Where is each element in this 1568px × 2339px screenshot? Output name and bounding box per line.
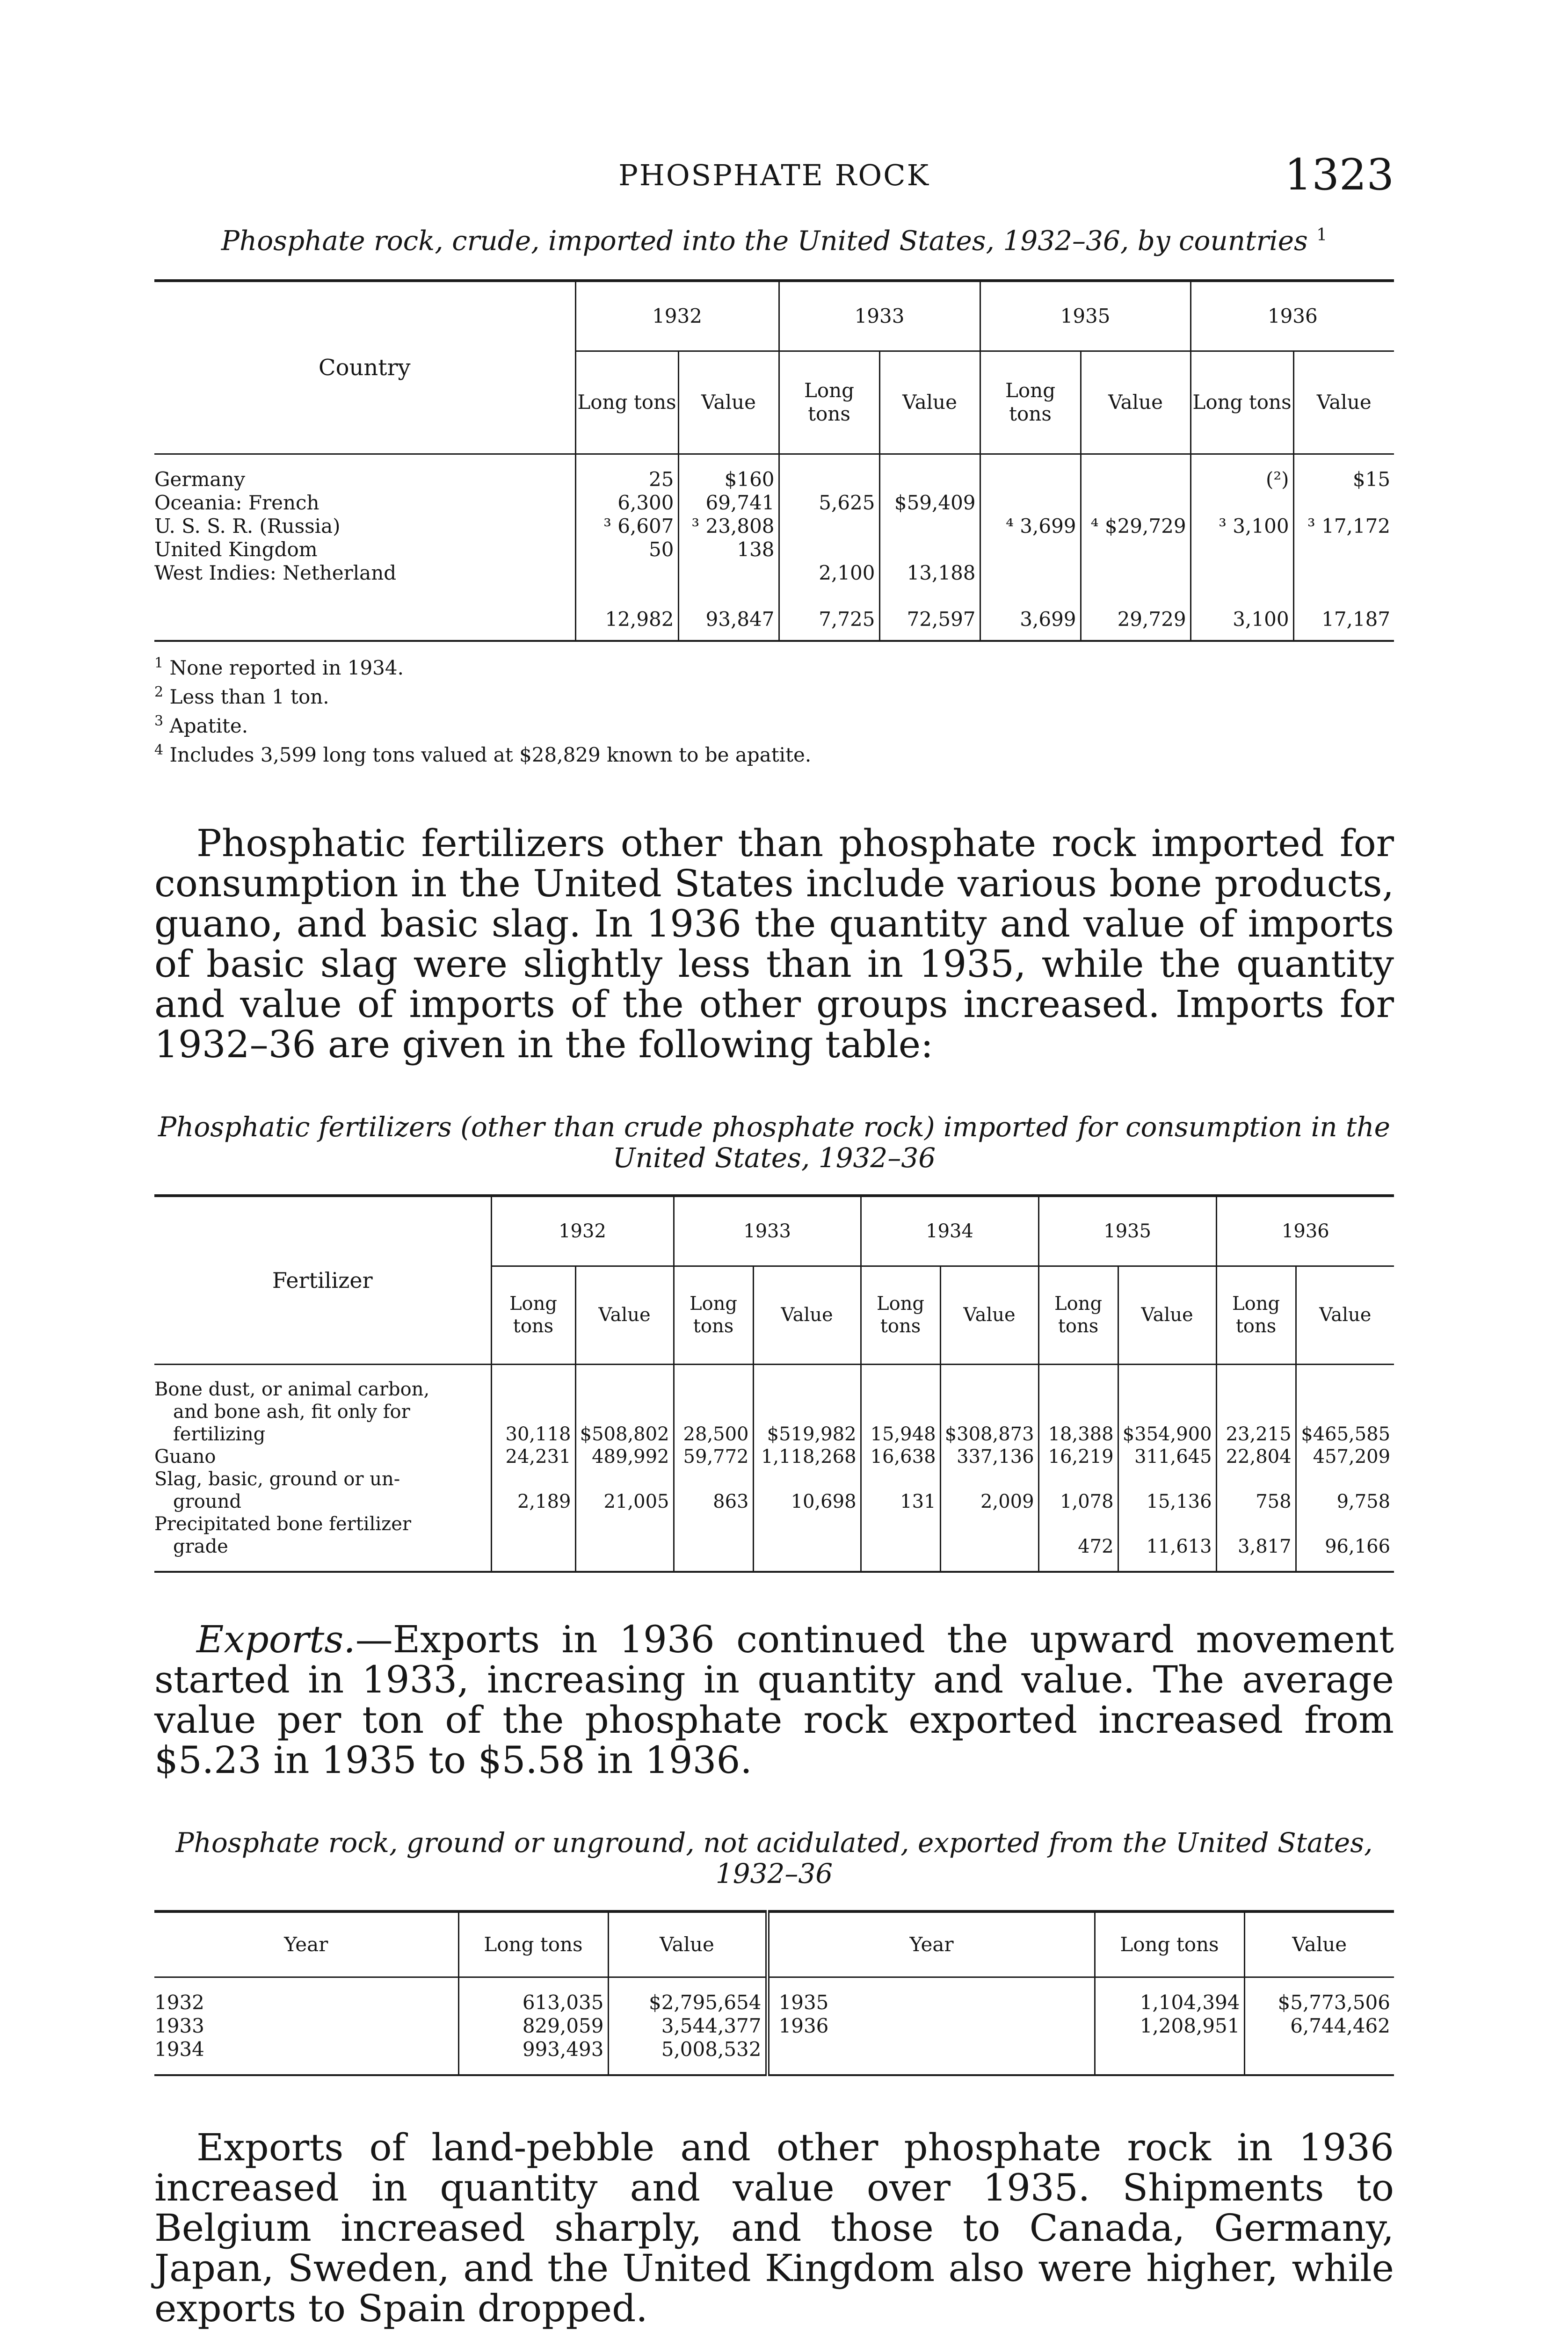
table-row	[154, 1991, 1394, 2014]
total-cell: 72,597	[879, 599, 980, 641]
page-number: 1323	[1284, 150, 1394, 200]
cell: ³ 3,100	[1191, 515, 1293, 538]
cell: 131	[861, 1468, 940, 1513]
year-header: 1935	[980, 281, 1191, 351]
footnote: $^2$ Less than 1 ton.	[154, 684, 329, 709]
cell	[1081, 491, 1191, 515]
fertilizer-header: Fertilizer	[154, 1196, 491, 1364]
cell: (²)	[1191, 468, 1293, 491]
year-header: 1936	[1191, 281, 1394, 351]
cell	[980, 561, 1081, 585]
cell: 16,638	[861, 1446, 940, 1468]
cell	[1293, 561, 1394, 585]
cell: 96,166	[1296, 1513, 1394, 1558]
long-tons-header: Long tons	[575, 351, 678, 454]
cell	[861, 1513, 940, 1558]
cell: 6,744,462	[1244, 2014, 1394, 2038]
cell: 2,189	[491, 1468, 575, 1513]
cell	[575, 561, 678, 585]
cell	[879, 468, 980, 491]
year-header: 1932	[491, 1196, 674, 1266]
cell: 25	[575, 468, 678, 491]
value-header: Value	[753, 1266, 861, 1364]
long-tons-header: Long tons	[861, 1266, 940, 1364]
year-cell: 1932	[154, 1991, 204, 2014]
cell: ³ 6,607	[575, 515, 678, 538]
cell: 5,625	[779, 491, 879, 515]
cell: 50	[575, 538, 678, 561]
year-header: Year	[767, 1911, 1095, 1977]
cell: $2,795,654	[608, 1991, 767, 2014]
year-header: 1935	[1038, 1196, 1216, 1266]
cell: 2,100	[779, 561, 879, 585]
year-cell: 1935	[767, 1991, 1095, 2014]
footnotes	[154, 651, 1394, 767]
cell: $160	[678, 468, 779, 491]
cell	[1191, 538, 1293, 561]
total-cell: 12,982	[575, 599, 678, 641]
cell	[779, 515, 879, 538]
table-row	[154, 515, 1394, 538]
cell	[879, 538, 980, 561]
total-cell: 7,725	[779, 599, 879, 641]
cell: 1,078	[1038, 1468, 1118, 1513]
cell: ⁴ $29,729	[1081, 515, 1191, 538]
cell	[491, 1513, 575, 1558]
cell: 489,992	[575, 1446, 674, 1468]
country-header: Country	[154, 281, 575, 454]
fertilizer-label: Slag, basic, ground or un- ground	[154, 1468, 400, 1513]
country-cell: West Indies: Netherland	[154, 561, 397, 585]
table-row	[154, 1378, 1394, 1446]
fertilizer-label: Precipitated bone fertilizer grade	[154, 1513, 412, 1558]
table1-caption: Phosphate rock, crude, imported into the United States, 1932–36, by countries $^1$	[221, 225, 1328, 257]
cell	[1293, 491, 1394, 515]
cell: 59,772	[674, 1446, 753, 1468]
value-header: Value	[1293, 351, 1394, 454]
long-tons-header: Long tons	[674, 1266, 753, 1364]
cell: 457,209	[1296, 1446, 1394, 1468]
cell: 69,741	[678, 491, 779, 515]
value-header: Value	[940, 1266, 1038, 1364]
cell: $354,900	[1118, 1378, 1216, 1446]
long-tons-header: Long tons	[1095, 1911, 1244, 1977]
cell: 22,804	[1216, 1446, 1296, 1468]
table-row	[154, 1468, 1394, 1513]
cell	[879, 515, 980, 538]
table-row	[154, 491, 1394, 515]
body-paragraph: Exports of land-pebble and other phosphate rock in 1936 increased in quantity and value over 1935. Shipments to Belgium increased sharply, and those to Canada, Germany, Japan, Sweden, and the United Kingdom also were higher, while exports to Spain dropped.	[154, 2126, 1394, 2331]
total-cell: 93,847	[678, 599, 779, 641]
value-header: Value	[678, 351, 779, 454]
cell	[779, 468, 879, 491]
cell: 18,388	[1038, 1378, 1118, 1446]
cell	[575, 1513, 674, 1558]
cell: 3,544,377	[608, 2014, 767, 2038]
value-header: Value	[879, 351, 980, 454]
long-tons-header: Long tons	[1216, 1266, 1296, 1364]
table3	[154, 1910, 1394, 2076]
table-row	[154, 1513, 1394, 1558]
running-title: PHOSPHATE ROCK	[618, 158, 930, 192]
cell: 1,104,394	[1095, 1991, 1244, 2014]
country-cell: United Kingdom	[154, 538, 318, 561]
cell	[753, 1513, 861, 1558]
long-tons-header: Long tons	[1191, 351, 1293, 454]
cell: 9,758	[1296, 1468, 1394, 1513]
table-row	[154, 468, 1394, 491]
cell	[1081, 468, 1191, 491]
country-cell: Oceania: French	[154, 491, 319, 515]
cell: 337,136	[940, 1446, 1038, 1468]
cell: 6,300	[575, 491, 678, 515]
table-row	[154, 2014, 1394, 2038]
value-header: Value	[575, 1266, 674, 1364]
table-row	[154, 538, 1394, 561]
cell	[1191, 491, 1293, 515]
long-tons-header: Long tons	[491, 1266, 575, 1364]
cell: 11,613	[1118, 1513, 1216, 1558]
cell	[1081, 561, 1191, 585]
table-row	[154, 1446, 1394, 1468]
country-cell: Germany	[154, 468, 246, 491]
total-cell: 29,729	[1081, 599, 1191, 641]
cell	[1293, 538, 1394, 561]
cell: $59,409	[879, 491, 980, 515]
long-tons-header: Long tons	[779, 351, 879, 454]
cell: 993,493	[458, 2038, 608, 2061]
country-cell: U. S. S. R. (Russia)	[154, 515, 341, 538]
footnote: $^3$ Apatite.	[154, 713, 248, 738]
year-cell: 1934	[154, 2038, 204, 2061]
cell: 5,008,532	[608, 2038, 767, 2061]
cell	[940, 1513, 1038, 1558]
cell: 2,009	[940, 1468, 1038, 1513]
value-header: Value	[1118, 1266, 1216, 1364]
cell	[1191, 561, 1293, 585]
cell	[678, 561, 779, 585]
table3-caption: Phosphate rock, ground or unground, not acidulated, exported from the United States, 1932–36	[175, 1827, 1373, 1890]
cell	[1081, 538, 1191, 561]
cell: 16,219	[1038, 1446, 1118, 1468]
cell: $508,802	[575, 1378, 674, 1446]
table-row	[154, 2038, 1394, 2061]
cell: 28,500	[674, 1378, 753, 1446]
long-tons-header: Long tons	[458, 1911, 608, 1977]
footnote: $^4$ Includes 3,599 long tons valued at $28,829 known to be apatite.	[154, 742, 812, 767]
cell: 1,208,951	[1095, 2014, 1244, 2038]
footnote: $^1$ None reported in 1934.	[154, 655, 404, 680]
cell	[779, 538, 879, 561]
cell: 138	[678, 538, 779, 561]
cell: 1,118,268	[753, 1446, 861, 1468]
cell: $5,773,506	[1244, 1991, 1394, 2014]
long-tons-header: Long tons	[1038, 1266, 1118, 1364]
year-cell: 1936	[767, 2014, 1095, 2038]
cell: 10,698	[753, 1468, 861, 1513]
total-cell: 3,100	[1191, 599, 1293, 641]
cell	[980, 491, 1081, 515]
cell: $465,585	[1296, 1378, 1394, 1446]
cell: ⁴ 3,699	[980, 515, 1081, 538]
fertilizer-label: Bone dust, or animal carbon, and bone ash, fit only for fertilizing	[154, 1379, 430, 1446]
year-header: 1934	[861, 1196, 1038, 1266]
body-paragraph: Phosphatic fertilizers other than phosphate rock imported for consumption in the United States include various bone products, guano, and basic slag. In 1936 the quantity and value of imports of basic slag were slightly less than in 1935, while the quantity and value of imports of the other groups increased. Imports for 1932–36 are given in the following table:	[154, 821, 1394, 1067]
cell: 758	[1216, 1468, 1296, 1513]
cell: 15,948	[861, 1378, 940, 1446]
body-paragraph: Exports.—Exports in 1936 continued the upward movement started in 1933, increasing in quantity and value. The average value per ton of the phosphate rock exported increased from $5.23 in 1935 to $5.58 in 1936.	[154, 1618, 1394, 1782]
year-header: Year	[154, 1911, 458, 1977]
fertilizer-label: Guano	[154, 1446, 216, 1468]
value-header: Value	[1081, 351, 1191, 454]
cell: 311,645	[1118, 1446, 1216, 1468]
cell: 472	[1038, 1513, 1118, 1558]
cell: 829,059	[458, 2014, 608, 2038]
table2-caption: Phosphatic fertilizers (other than crude phosphate rock) imported for consumption in the United States, 1932–36	[158, 1111, 1390, 1174]
cell: ³ 23,808	[678, 515, 779, 538]
cell: 863	[674, 1468, 753, 1513]
year-header: 1936	[1216, 1196, 1394, 1266]
cell: 15,136	[1118, 1468, 1216, 1513]
cell	[980, 468, 1081, 491]
long-tons-header: Long tons	[980, 351, 1081, 454]
page-header	[154, 150, 1394, 201]
table2	[154, 1194, 1394, 1573]
cell: $308,873	[940, 1378, 1038, 1446]
cell: 13,188	[879, 561, 980, 585]
table-row	[154, 561, 1394, 585]
cell: 21,005	[575, 1468, 674, 1513]
totals-row	[154, 599, 1394, 641]
year-header: 1933	[674, 1196, 861, 1266]
cell: 24,231	[491, 1446, 575, 1468]
total-cell: 3,699	[980, 599, 1081, 641]
total-cell: 17,187	[1293, 599, 1394, 641]
cell: 613,035	[458, 1991, 608, 2014]
cell: ³ 17,172	[1293, 515, 1394, 538]
cell: $519,982	[753, 1378, 861, 1446]
cell	[674, 1513, 753, 1558]
year-header: 1932	[575, 281, 779, 351]
table1	[154, 279, 1394, 642]
value-header: Value	[1244, 1911, 1394, 1977]
value-header: Value	[608, 1911, 767, 1977]
year-cell: 1933	[154, 2014, 204, 2038]
cell	[980, 538, 1081, 561]
cell: 30,118	[491, 1378, 575, 1446]
cell: 3,817	[1216, 1513, 1296, 1558]
page	[154, 150, 1394, 2329]
value-header: Value	[1296, 1266, 1394, 1364]
cell: 23,215	[1216, 1378, 1296, 1446]
cell: $15	[1293, 468, 1394, 491]
year-header: 1933	[779, 281, 980, 351]
